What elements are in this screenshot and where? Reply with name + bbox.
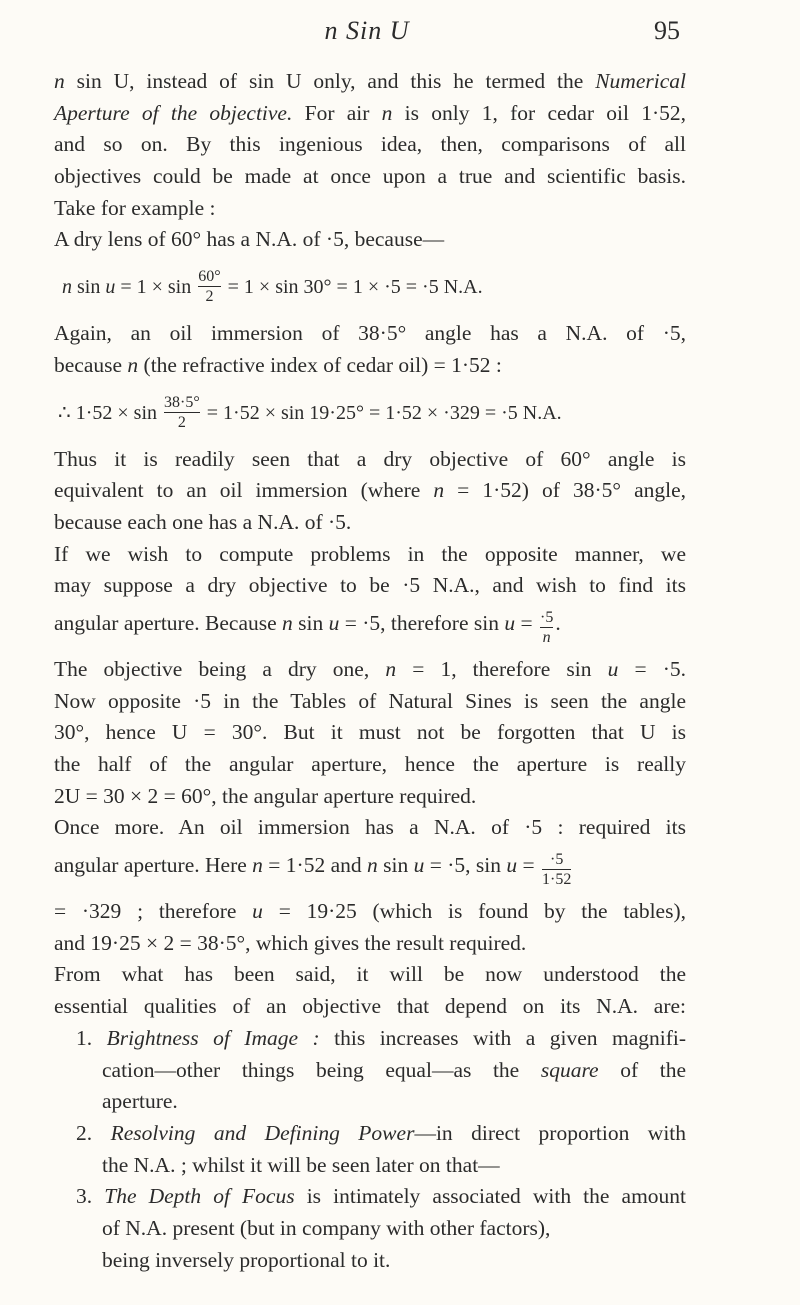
math-var: u bbox=[413, 853, 425, 878]
text-line: Once more. An oil immersion has a N.A. of ·5 : required its bbox=[54, 815, 686, 840]
fraction-bar bbox=[164, 412, 200, 413]
text-line: 30°, hence U = 30°. But it must not be forgotten that U is bbox=[54, 720, 686, 745]
list-line bbox=[54, 1023, 686, 1055]
text-span: of the bbox=[598, 1057, 686, 1082]
fraction-bar bbox=[542, 869, 571, 870]
text-span: this increases with a given magnifi- bbox=[319, 1025, 687, 1050]
body-text bbox=[54, 66, 686, 1276]
text-line bbox=[54, 844, 686, 896]
math-var: n bbox=[282, 610, 293, 635]
fraction-denominator: n bbox=[542, 628, 551, 646]
text-span: = 19·25 (which is found by the tables), bbox=[262, 899, 687, 924]
emphasis: square bbox=[540, 1057, 599, 1082]
math-var: u bbox=[328, 610, 340, 635]
fraction-numerator: ·5 bbox=[539, 608, 554, 626]
emphasis: Aperture of the objective. bbox=[54, 100, 293, 125]
text-span: = 1 × sin bbox=[115, 276, 197, 299]
text-span: ∴ 1·52 × sin bbox=[58, 401, 163, 424]
text-span: (the refractive index of cedar oil) = 1·52 : bbox=[138, 352, 502, 377]
text-span: For air bbox=[292, 100, 382, 125]
math-var: u bbox=[105, 276, 116, 299]
list-item bbox=[54, 1023, 686, 1118]
text-line: because each one has a N.A. of ·5. bbox=[54, 509, 352, 534]
math-var: n bbox=[54, 69, 65, 93]
text-line bbox=[54, 66, 686, 98]
list-item bbox=[54, 1118, 686, 1181]
text-span: = 1 × sin 30° = 1 × ·5 = ·5 N.A. bbox=[222, 276, 483, 299]
text-span: is only 1, for cedar oil 1·52, bbox=[392, 100, 686, 125]
math-var: u bbox=[607, 656, 619, 681]
text-span: equivalent to an oil immersion (where bbox=[54, 478, 434, 503]
math-var: n bbox=[62, 276, 72, 299]
math-var: n bbox=[127, 352, 139, 377]
math-var: n bbox=[381, 100, 393, 125]
list-line bbox=[54, 1181, 686, 1213]
fraction-numerator: 60° bbox=[198, 268, 221, 286]
fraction-bar bbox=[198, 286, 220, 287]
text-line: 2U = 30 × 2 = 60°, the angular aperture required. bbox=[54, 783, 477, 808]
text-span: = ·5, sin bbox=[424, 853, 507, 878]
text-line: essential qualities of an objective that depend on its N.A. are: bbox=[54, 994, 686, 1019]
list-number: 1. bbox=[76, 1025, 107, 1050]
math-var: n bbox=[252, 853, 263, 878]
text-line: Thus it is readily seen that a dry objective of 60° angle is bbox=[54, 446, 686, 471]
math-var: n bbox=[433, 478, 445, 503]
list-line: aperture. bbox=[102, 1089, 178, 1114]
list-number: 3. bbox=[76, 1184, 105, 1209]
running-head-text: n Sin U bbox=[324, 16, 410, 45]
list-item bbox=[54, 1181, 686, 1276]
page-number: 95 bbox=[654, 16, 680, 45]
text-span: because bbox=[54, 352, 128, 377]
text-span: angular aperture. Because bbox=[54, 610, 283, 635]
fraction-numerator: ·5 bbox=[550, 851, 564, 869]
text-span: —in direct proportion with bbox=[414, 1120, 687, 1145]
math-var: u bbox=[504, 610, 516, 635]
text-span: = ·5, therefore sin bbox=[339, 610, 505, 635]
text-line: Again, an oil immersion of 38·5° angle has a N.A. of ·5, bbox=[54, 321, 686, 346]
text-span: = bbox=[517, 853, 540, 878]
text-line bbox=[54, 602, 686, 654]
text-line: Now opposite ·5 in the Tables of Natural Sines is seen the angle bbox=[54, 688, 686, 713]
text-span: sin bbox=[72, 276, 106, 299]
fraction bbox=[198, 268, 220, 305]
math-var: u bbox=[252, 899, 263, 924]
text-line bbox=[54, 475, 686, 507]
text-line: and 19·25 × 2 = 38·5°, which gives the result required. bbox=[54, 930, 527, 955]
text-span: The objective being a dry one, bbox=[54, 656, 386, 681]
page-header bbox=[54, 14, 680, 54]
text-line bbox=[54, 896, 686, 928]
text-line bbox=[54, 350, 686, 382]
list-line bbox=[54, 1118, 686, 1150]
text-line: If we wish to compute problems in the opposite manner, we bbox=[54, 541, 686, 566]
text-span: sin bbox=[292, 610, 329, 635]
math-var: n bbox=[385, 656, 397, 681]
fraction-bar bbox=[540, 627, 553, 628]
list-number: 2. bbox=[76, 1120, 111, 1145]
fraction-denominator: 2 bbox=[177, 413, 186, 431]
text-span: = 1·52) of 38·5° angle, bbox=[444, 478, 687, 503]
running-head bbox=[54, 16, 680, 46]
text-span: is intimately associated with the amount bbox=[294, 1184, 687, 1209]
fraction bbox=[540, 609, 553, 646]
fraction bbox=[542, 851, 571, 888]
list-line: the N.A. ; whilst it will be seen later on that— bbox=[102, 1152, 500, 1177]
math-var: u bbox=[506, 853, 518, 878]
text-line: Take for example : bbox=[54, 195, 216, 220]
math-var: n bbox=[367, 853, 378, 878]
text-line: From what has been said, it will be now understood the bbox=[54, 962, 686, 987]
fraction-denominator: 2 bbox=[205, 288, 214, 306]
equation-2 bbox=[54, 382, 686, 444]
list-item-title: The Depth of Focus bbox=[104, 1184, 295, 1209]
text-line: A dry lens of 60° has a N.A. of ·5, because— bbox=[54, 227, 445, 252]
text-span: sin U, instead of sin U only, and this he termed the bbox=[64, 69, 596, 93]
text-line: the half of the angular aperture, hence the aperture is really bbox=[54, 752, 686, 776]
emphasis: Numerical bbox=[595, 69, 686, 93]
fraction-numerator: 38·5° bbox=[164, 393, 200, 411]
text-line: may suppose a dry objective to be ·5 N.A., and wish to find its bbox=[54, 573, 686, 598]
text-span: sin bbox=[377, 853, 414, 878]
text-span: = 1, therefore sin bbox=[396, 656, 608, 681]
text-span: cation—other things being equal—as the bbox=[102, 1057, 541, 1082]
list-line: of N.A. present (but in company with other factors), bbox=[102, 1215, 551, 1240]
text-line bbox=[54, 98, 686, 130]
text-line bbox=[54, 654, 686, 686]
text-line: objectives could be made at once upon a true and scientific basis. bbox=[54, 164, 686, 189]
list-item-title: Resolving and Defining Power bbox=[110, 1120, 415, 1145]
list-line: being inversely proportional to it. bbox=[102, 1247, 391, 1272]
list-item-title: Brightness of Image : bbox=[106, 1025, 320, 1050]
text-span: = 1·52 and bbox=[262, 853, 367, 878]
equation-1 bbox=[54, 256, 686, 318]
text-span: = ·329 ; therefore bbox=[54, 899, 253, 924]
text-span: = 1·52 × sin 19·25° = 1·52 × ·329 = ·5 N.A. bbox=[201, 401, 562, 424]
text-span: . bbox=[555, 610, 561, 635]
list-line bbox=[54, 1055, 686, 1087]
fraction-denominator: 1·52 bbox=[542, 871, 572, 889]
text-span: angular aperture. Here bbox=[54, 853, 253, 878]
fraction bbox=[164, 394, 200, 431]
text-line: and so on. By this ingenious idea, then, comparisons of all bbox=[54, 132, 686, 157]
text-span: = ·5. bbox=[618, 656, 686, 681]
text-span: = bbox=[515, 610, 538, 635]
